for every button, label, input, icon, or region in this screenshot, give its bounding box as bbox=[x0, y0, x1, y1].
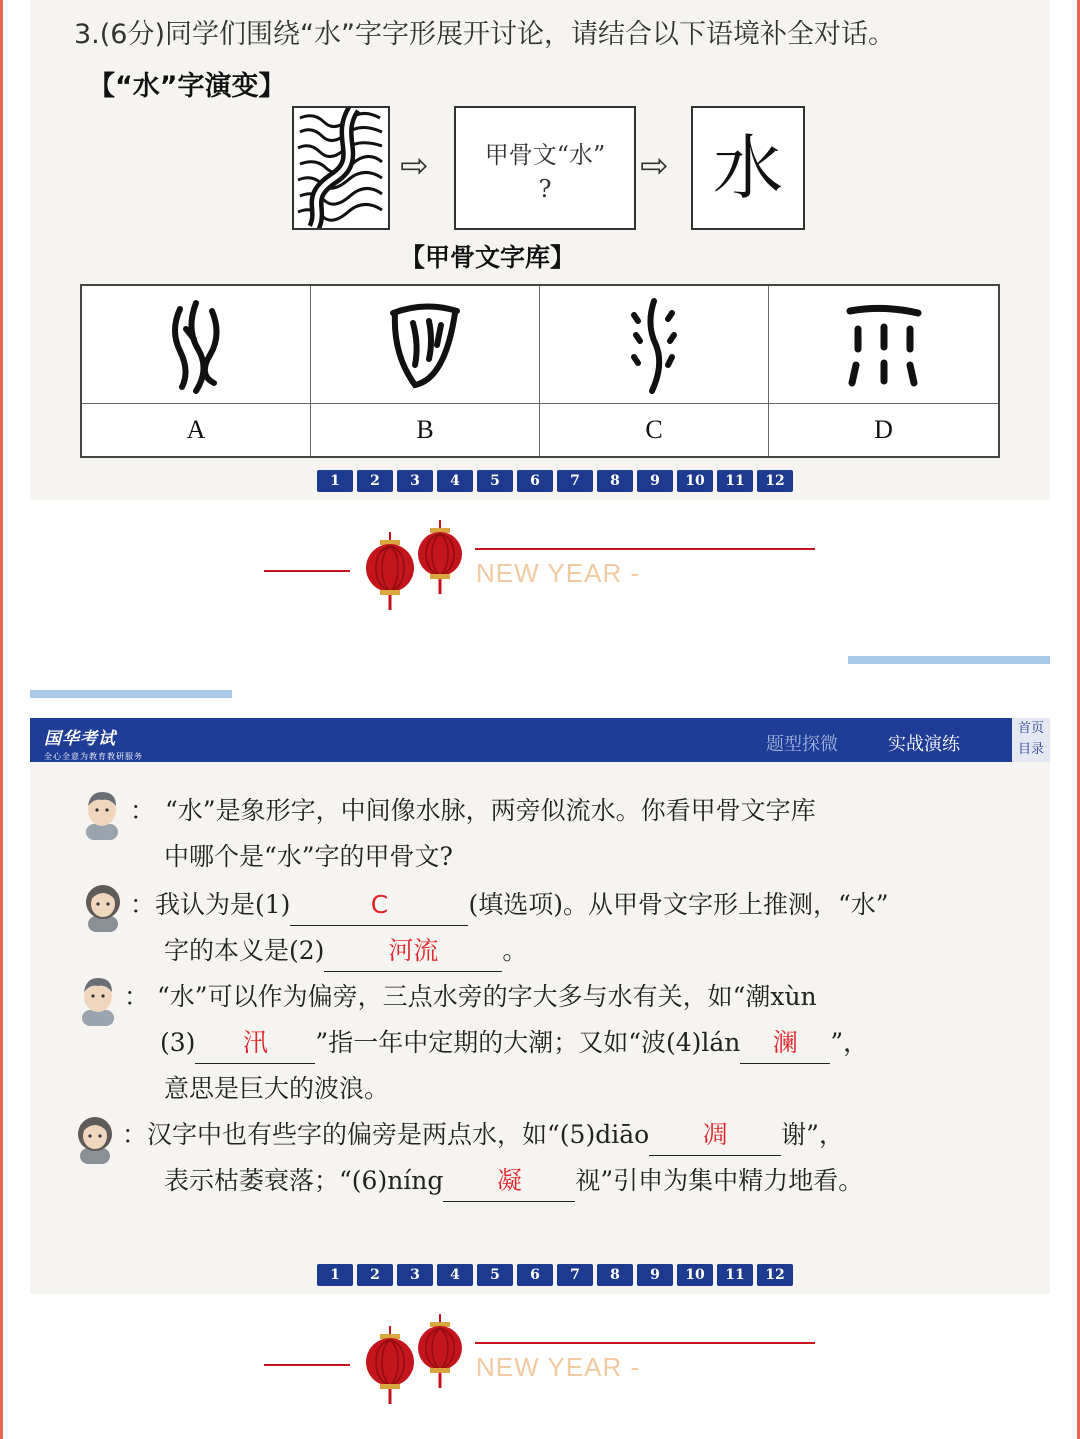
page-button[interactable]: 8 bbox=[597, 470, 633, 492]
new-year-banner bbox=[0, 530, 1080, 620]
dialogue-text: 表示枯萎衰落；“(6)níng bbox=[164, 1166, 444, 1195]
dialogue-line bbox=[164, 834, 453, 880]
dialogue-line bbox=[122, 1112, 844, 1158]
evolution-heading: 【“水”字演变】 bbox=[88, 71, 286, 102]
nav-contents[interactable]: 目录 bbox=[1017, 742, 1044, 757]
option-d-label: D bbox=[874, 415, 893, 444]
slide-1 bbox=[30, 0, 1050, 500]
question-title: 3.(6分)同学们围绕“水”字字形展开讨论，请结合以下语境补全对话。 bbox=[74, 19, 895, 50]
library-heading: 【甲骨文字库】 bbox=[400, 243, 576, 272]
arrow-right-icon: ⇨ bbox=[400, 146, 429, 186]
page-button[interactable]: 10 bbox=[677, 470, 713, 492]
tab-practice[interactable]: 实战演练 bbox=[888, 734, 960, 755]
dialogue-text: 字的本义是(2) bbox=[164, 936, 325, 965]
answer-4[interactable]: 澜 bbox=[740, 1023, 830, 1064]
banner-line-left bbox=[264, 1364, 350, 1366]
slide-header bbox=[30, 718, 1050, 762]
girl-avatar-icon bbox=[78, 878, 128, 932]
speaker-colon: ： bbox=[130, 796, 156, 825]
answer-2[interactable]: 河流 bbox=[324, 931, 502, 972]
option-c-glyph bbox=[540, 286, 769, 404]
new-year-text: NEW YEAR - bbox=[476, 558, 641, 588]
option-d-glyph bbox=[769, 286, 998, 404]
dialogue-text: (填选项)。从甲骨文字形上推测，“水” bbox=[468, 890, 889, 919]
dialogue-text: 。 bbox=[502, 936, 528, 965]
dialogue-text: 谢”， bbox=[781, 1120, 844, 1149]
lantern-icon bbox=[362, 518, 472, 618]
page-button[interactable]: 9 bbox=[637, 1264, 673, 1286]
boy-avatar-icon bbox=[76, 974, 120, 1026]
slide-1-pagination bbox=[317, 470, 793, 492]
header-nav bbox=[1012, 718, 1050, 762]
seal-script-image bbox=[292, 106, 390, 230]
dialogue-line bbox=[160, 1020, 868, 1066]
option-b-label: B bbox=[311, 404, 540, 456]
page-button[interactable]: 7 bbox=[557, 470, 593, 492]
brand-logo bbox=[44, 724, 143, 762]
oracle-library-table bbox=[80, 284, 1000, 458]
page-button[interactable]: 8 bbox=[597, 1264, 633, 1286]
page-button[interactable]: 5 bbox=[477, 470, 513, 492]
girl-avatar-icon bbox=[70, 1110, 120, 1164]
dialogue-text: 我认为是(1) bbox=[155, 890, 291, 919]
new-year-banner bbox=[0, 1324, 1080, 1414]
option-a-glyph bbox=[82, 286, 311, 404]
dialogue-text: “水”可以作为偏旁，三点水旁的字大多与水有关，如“潮xùn bbox=[157, 982, 817, 1011]
slide-2-pagination bbox=[317, 1264, 793, 1286]
dialogue-text: ”指一年中定期的大潮；又如“波(4)lán bbox=[315, 1028, 741, 1057]
logo-subtitle: 全心全意为教育教研服务 bbox=[44, 752, 143, 761]
oracle-bone-placeholder-box bbox=[454, 106, 636, 230]
page-button[interactable]: 11 bbox=[717, 470, 753, 492]
speaker-colon: ： bbox=[124, 982, 150, 1011]
arrow-right-icon: ⇨ bbox=[640, 146, 669, 186]
new-year-text: NEW YEAR - bbox=[476, 1352, 641, 1382]
speaker-colon: ： bbox=[130, 890, 156, 919]
page-button[interactable]: 4 bbox=[437, 1264, 473, 1286]
dialogue-text: 视”引申为集中精力地看。 bbox=[575, 1166, 864, 1195]
page-button[interactable]: 12 bbox=[757, 470, 793, 492]
option-b-glyph bbox=[311, 286, 540, 404]
answer-6[interactable]: 凝 bbox=[443, 1161, 575, 1202]
answer-1[interactable]: C bbox=[290, 885, 468, 926]
dialogue-line bbox=[124, 974, 817, 1020]
banner-line-left bbox=[264, 570, 350, 572]
page-button[interactable]: 6 bbox=[517, 470, 553, 492]
modern-character-box: 水 bbox=[691, 106, 805, 230]
page-button[interactable]: 12 bbox=[757, 1264, 793, 1286]
left-border bbox=[0, 0, 3, 1439]
boy-avatar-icon bbox=[80, 788, 124, 840]
page-button[interactable]: 9 bbox=[637, 470, 673, 492]
page-button[interactable]: 2 bbox=[357, 470, 393, 492]
decor-bar-right bbox=[848, 656, 1050, 664]
page-button[interactable]: 1 bbox=[317, 1264, 353, 1286]
page-button[interactable]: 3 bbox=[397, 1264, 433, 1286]
dialogue-text: 意思是巨大的波浪。 bbox=[164, 1074, 390, 1103]
tab-question-types[interactable]: 题型探微 bbox=[766, 734, 838, 755]
decor-bar-left bbox=[30, 690, 232, 698]
dialogue-line bbox=[164, 1158, 863, 1204]
option-a-label: A bbox=[82, 404, 311, 456]
page-button[interactable]: 4 bbox=[437, 470, 473, 492]
page-button[interactable]: 5 bbox=[477, 1264, 513, 1286]
page-button[interactable]: 10 bbox=[677, 1264, 713, 1286]
dialogue-text: ”， bbox=[830, 1028, 869, 1057]
nav-home[interactable]: 首页 bbox=[1017, 721, 1044, 736]
dialogue-text: “水”是象形字，中间像水脉，两旁似流水。你看甲骨文字库 bbox=[165, 796, 816, 825]
dialogue-text: 汉字中也有些字的偏旁是两点水，如“(5)diāo bbox=[147, 1120, 650, 1149]
dialogue-text: 中哪个是“水”字的甲骨文? bbox=[164, 842, 453, 871]
slide-2 bbox=[30, 718, 1050, 1294]
placeholder-label: 甲骨文“水” bbox=[484, 141, 606, 169]
banner-line-right bbox=[475, 548, 815, 550]
lantern-icon bbox=[362, 1312, 472, 1412]
logo-title: 国华考试 bbox=[44, 729, 116, 749]
page-button[interactable]: 11 bbox=[717, 1264, 753, 1286]
option-c-label: C bbox=[540, 404, 769, 456]
dialogue-line bbox=[130, 882, 889, 928]
page-button[interactable]: 7 bbox=[557, 1264, 593, 1286]
answer-3[interactable]: 汛 bbox=[195, 1023, 315, 1064]
speaker-colon: ： bbox=[122, 1120, 148, 1149]
dialogue-text: (3) bbox=[160, 1028, 196, 1057]
page-button[interactable]: 6 bbox=[517, 1264, 553, 1286]
dialogue-line bbox=[164, 1066, 389, 1112]
page-button[interactable]: 2 bbox=[357, 1264, 393, 1286]
banner-line-right bbox=[475, 1342, 815, 1344]
dialogue-line bbox=[164, 928, 527, 974]
placeholder-question-mark: ? bbox=[538, 175, 552, 203]
page-button[interactable]: 3 bbox=[397, 470, 433, 492]
dialogue-line bbox=[130, 788, 816, 834]
page-button[interactable]: 1 bbox=[317, 470, 353, 492]
answer-5[interactable]: 凋 bbox=[649, 1115, 781, 1156]
